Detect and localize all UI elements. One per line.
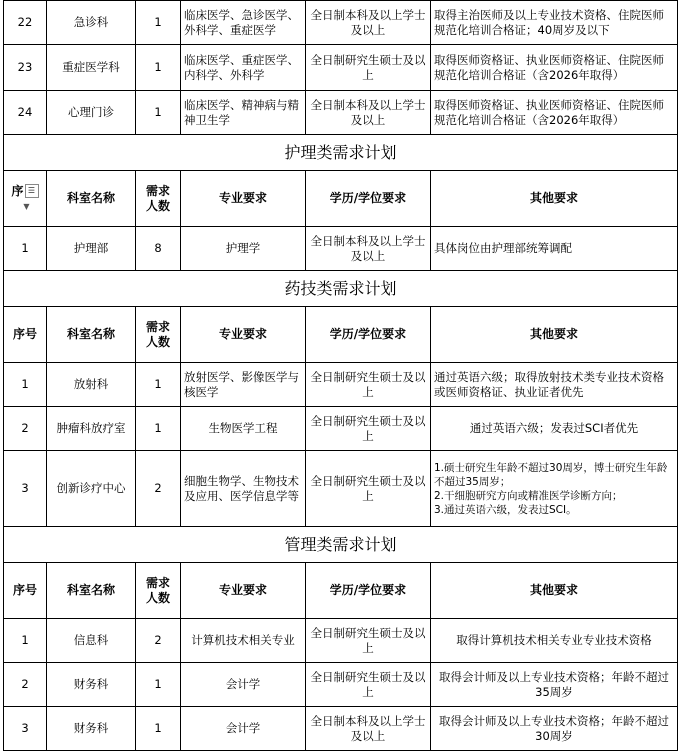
edu-cell: 全日制研究生硕士及以上	[306, 407, 431, 451]
seq-cell: 3	[4, 707, 47, 751]
edu-header: 学历/学位要求	[306, 563, 431, 619]
table-row	[4, 363, 678, 407]
num-header-line1: 需求	[145, 183, 170, 198]
major-cell: 细胞生物学、生物技术及应用、医学信息学等	[181, 451, 306, 527]
other-cell	[431, 451, 678, 527]
num-header-line2: 人数	[145, 198, 170, 213]
major-cell: 临床医学、精神病与精神卫生学	[181, 91, 306, 135]
other-cell: 取得医师资格证、执业医师资格证、住院医师规范化培训合格证（含2026年取得）	[431, 45, 678, 91]
header-row	[4, 563, 678, 619]
edu-cell: 全日制本科及以上学士及以上	[306, 91, 431, 135]
seq-cell: 1	[4, 363, 47, 407]
other-header: 其他要求	[431, 171, 678, 227]
seq-cell: 1	[4, 227, 47, 271]
dept-cell: 财务科	[47, 707, 136, 751]
seq-cell: 3	[4, 451, 47, 527]
seq-header: 序号	[4, 307, 47, 363]
seq-cell: 24	[4, 91, 47, 135]
other-cell: 取得会计师及以上专业技术资格；年龄不超过30周岁	[431, 707, 678, 751]
table-row	[4, 91, 678, 135]
edu-cell: 全日制本科及以上学士及以上	[306, 1, 431, 45]
num-header	[136, 563, 181, 619]
other-line: 3.通过英语六级，发表过SCI。	[434, 503, 577, 516]
major-header: 专业要求	[181, 171, 306, 227]
dept-cell: 肿瘤科放疗室	[47, 407, 136, 451]
other-cell: 通过英语六级；发表过SCI者优先	[431, 407, 678, 451]
table-row	[4, 227, 678, 271]
dept-header: 科室名称	[47, 171, 136, 227]
header-row	[4, 171, 678, 227]
dept-cell: 护理部	[47, 227, 136, 271]
num-cell: 1	[136, 91, 181, 135]
other-cell: 取得主治医师及以上专业技术资格、住院医师规范化培训合格证；40周岁及以下	[431, 1, 678, 45]
dept-cell: 创新诊疗中心	[47, 451, 136, 527]
header-row	[4, 307, 678, 363]
dept-cell: 信息科	[47, 619, 136, 663]
dept-cell: 放射科	[47, 363, 136, 407]
seq-cell: 22	[4, 1, 47, 45]
num-header	[136, 171, 181, 227]
other-header: 其他要求	[431, 563, 678, 619]
dept-cell: 心理门诊	[47, 91, 136, 135]
major-cell: 临床医学、急诊医学、外科学、重症医学	[181, 1, 306, 45]
dept-header: 科室名称	[47, 563, 136, 619]
table-row	[4, 407, 678, 451]
num-header-line1: 需求	[145, 319, 170, 334]
num-header	[136, 307, 181, 363]
dept-header: 科室名称	[47, 307, 136, 363]
dept-cell: 重症医学科	[47, 45, 136, 91]
edu-cell: 全日制研究生硕士及以上	[306, 45, 431, 91]
chevron-down-icon[interactable]: ▼	[23, 201, 30, 211]
num-cell: 2	[136, 619, 181, 663]
edu-cell: 全日制本科及以上学士及以上	[306, 707, 431, 751]
section-title-nursing: 护理类需求计划	[4, 135, 678, 171]
seq-header-label: 序	[11, 183, 24, 198]
table-row	[4, 663, 678, 707]
num-cell: 1	[136, 407, 181, 451]
edu-header: 学历/学位要求	[306, 307, 431, 363]
other-cell: 取得计算机技术相关专业专业技术资格	[431, 619, 678, 663]
table-row	[4, 707, 678, 751]
seq-header: 序号	[4, 563, 47, 619]
major-cell: 临床医学、重症医学、内科学、外科学	[181, 45, 306, 91]
dept-cell: 急诊科	[47, 1, 136, 45]
num-header-line2: 人数	[145, 590, 170, 605]
major-header: 专业要求	[181, 307, 306, 363]
edu-cell: 全日制研究生硕士及以上	[306, 619, 431, 663]
other-cell: 取得医师资格证、执业医师资格证、住院医师规范化培训合格证（含2026年取得）	[431, 91, 678, 135]
section-row	[4, 135, 678, 171]
seq-cell: 2	[4, 663, 47, 707]
num-cell: 1	[136, 663, 181, 707]
table-row	[4, 45, 678, 91]
dept-cell: 财务科	[47, 663, 136, 707]
other-cell: 通过英语六级；取得放射技术类专业技术资格或医师资格证、执业证者优先	[431, 363, 678, 407]
other-line: 1.硕士研究生年龄不超过30周岁，博士研究生年龄不超过35周岁；	[434, 461, 668, 488]
edu-cell: 全日制本科及以上学士及以上	[306, 227, 431, 271]
num-cell: 1	[136, 1, 181, 45]
other-cell: 具体岗位由护理部统筹调配	[431, 227, 678, 271]
table-row	[4, 619, 678, 663]
edu-cell: 全日制研究生硕士及以上	[306, 663, 431, 707]
section-title-pharmacy: 药技类需求计划	[4, 271, 678, 307]
major-cell: 生物医学工程	[181, 407, 306, 451]
major-cell: 护理学	[181, 227, 306, 271]
edu-cell: 全日制研究生硕士及以上	[306, 451, 431, 527]
num-cell: 1	[136, 707, 181, 751]
edu-header: 学历/学位要求	[306, 171, 431, 227]
other-cell: 取得会计师及以上专业技术资格；年龄不超过35周岁	[431, 663, 678, 707]
section-title-management: 管理类需求计划	[4, 527, 678, 563]
major-cell: 计算机技术相关专业	[181, 619, 306, 663]
recruitment-plan-table	[3, 0, 678, 751]
num-cell: 1	[136, 363, 181, 407]
section-row	[4, 527, 678, 563]
table-row	[4, 1, 678, 45]
num-cell: 2	[136, 451, 181, 527]
seq-cell: 1	[4, 619, 47, 663]
seq-cell: 2	[4, 407, 47, 451]
major-cell: 会计学	[181, 663, 306, 707]
section-row	[4, 271, 678, 307]
other-header: 其他要求	[431, 307, 678, 363]
major-cell: 放射医学、影像医学与核医学	[181, 363, 306, 407]
major-header: 专业要求	[181, 563, 306, 619]
major-cell: 会计学	[181, 707, 306, 751]
seq-cell: 23	[4, 45, 47, 91]
table-row	[4, 451, 678, 527]
num-header-line1: 需求	[145, 575, 170, 590]
num-header-line2: 人数	[145, 334, 170, 349]
num-cell: 8	[136, 227, 181, 271]
num-cell: 1	[136, 45, 181, 91]
list-icon[interactable]: ☰	[25, 184, 39, 198]
edu-cell: 全日制研究生硕士及以上	[306, 363, 431, 407]
other-line: 2.干细胞研究方向或精准医学诊断方向；	[434, 489, 623, 502]
seq-header	[4, 171, 47, 227]
